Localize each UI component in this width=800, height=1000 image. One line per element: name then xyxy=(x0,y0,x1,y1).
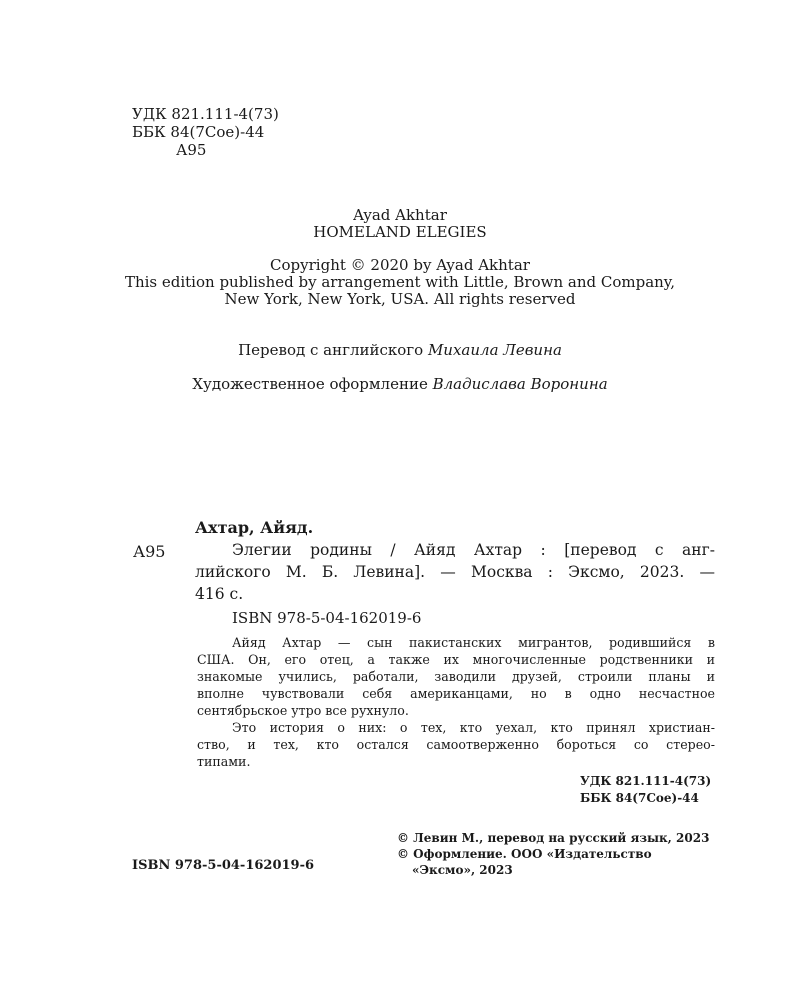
designer-name: Владислава Воронина xyxy=(432,375,608,393)
description-line-2: лийского М. Б. Левина]. — Москва : Эксмо, 2023. — xyxy=(195,563,715,581)
description-line-1: Элегии родины / Айяд Ахтар : [перевод с анг- xyxy=(232,541,715,559)
design-credit xyxy=(0,376,800,393)
original-author: Ayad Akhtar xyxy=(353,206,447,224)
footer-copyright-line-1: © Левин М., перевод на русский язык, 2023 xyxy=(397,831,710,845)
author-sign-top: А95 xyxy=(176,141,207,159)
catalog-description xyxy=(195,539,715,605)
annotation-p2-line-2: ство, и тех, кто остался самоотверженно бороться со стерео- xyxy=(197,737,715,752)
annotation-p1-line-4: вполне чувствовали себя американцами, но в одно несчастное xyxy=(197,686,715,701)
annotation-p1-line-1: Айяд Ахтар — сын пакистанских мигрантов, родившийся в xyxy=(232,635,715,650)
copyright-line-1: Copyright © 2020 by Ayad Akhtar xyxy=(270,256,530,274)
design-prefix: Художественное оформление xyxy=(192,375,433,393)
catalog-author-sign: А95 xyxy=(133,542,166,561)
copyright-line-3: New York, New York, USA. All rights reserved xyxy=(224,290,576,308)
catalog-heading: Ахтар, Айяд. xyxy=(195,518,314,537)
annotation-p2-line-3: типами. xyxy=(197,754,251,769)
annotation-p2-line-1: Это история о них: о тех, кто уехал, кто принял христиан- xyxy=(232,720,715,735)
copyright-line-2: This edition published by arrangement with Little, Brown and Company, xyxy=(124,273,676,291)
annotation-p1-line-3: знакомые учились, работали, заводили друзей, строили планы и xyxy=(197,669,715,684)
annotation-p1-line-5: сентябрьское утро все рухнуло. xyxy=(197,703,409,718)
bbk-footer: ББК 84(7Сое)-44 xyxy=(580,791,699,805)
annotation-p1-line-2: США. Он, его отец, а также их многочисленные родственники и xyxy=(197,652,715,667)
translation-prefix: Перевод с английского xyxy=(238,341,428,359)
footer-copyright-line-2: © Оформление. ООО «Издательство xyxy=(397,847,652,861)
translation-credit xyxy=(0,342,800,359)
bbk-top: ББК 84(7Сое)-44 xyxy=(132,123,265,141)
udk-top: УДК 821.111-4(73) xyxy=(132,105,279,123)
footer-copyright-line-3: «Эксмо», 2023 xyxy=(412,863,513,877)
annotation xyxy=(197,634,715,770)
catalog-isbn: ISBN 978-5-04-162019-6 xyxy=(232,609,422,627)
udk-footer: УДК 821.111-4(73) xyxy=(580,774,712,788)
original-title: HOMELAND ELEGIES xyxy=(313,223,487,241)
footer-isbn: ISBN 978-5-04-162019-6 xyxy=(132,858,315,873)
description-line-3: 416 с. xyxy=(195,585,244,603)
translator-name: Михаила Левина xyxy=(427,341,562,359)
